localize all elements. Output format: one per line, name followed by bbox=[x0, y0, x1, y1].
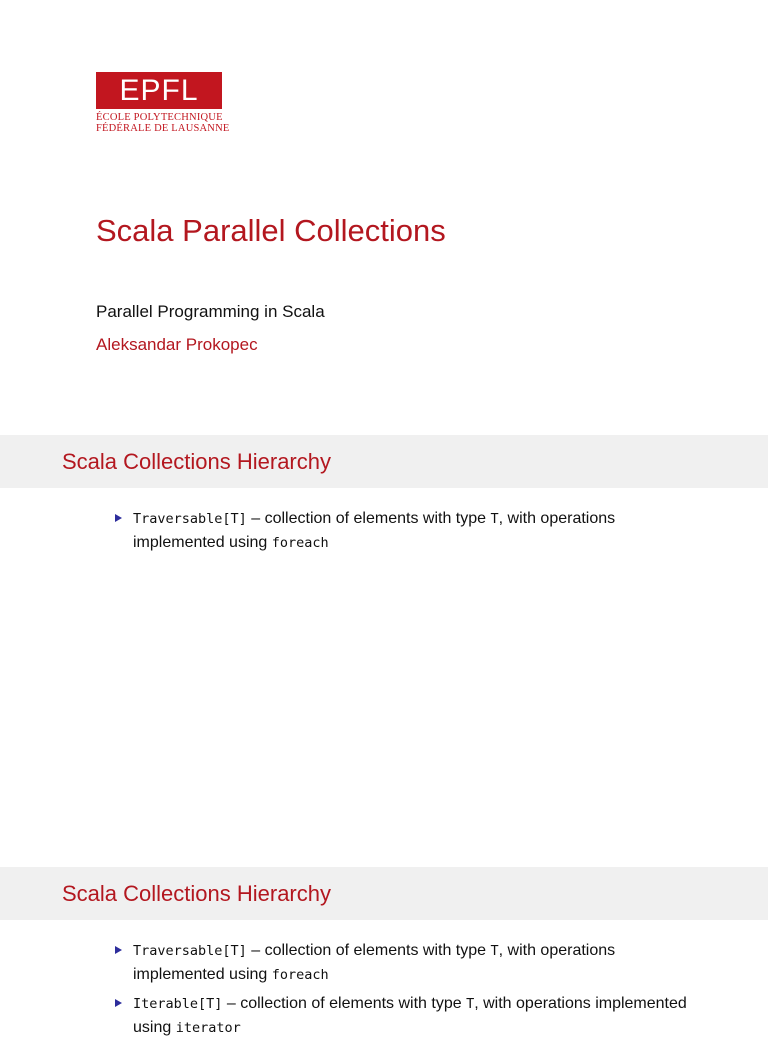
code-iterable: Iterable[T] bbox=[133, 996, 223, 1012]
presentation-subtitle: Parallel Programming in Scala bbox=[96, 302, 325, 321]
bullet-text: – collection of elements with type bbox=[222, 995, 467, 1012]
slide-2-bullet-list bbox=[110, 507, 690, 560]
code-traversable: Traversable[T] bbox=[133, 511, 247, 527]
presentation-title: Scala Parallel Collections bbox=[96, 213, 446, 248]
slide-3-bullet-list bbox=[110, 939, 690, 1045]
slide-3-header bbox=[0, 867, 768, 920]
epfl-logo-line2: FÉDÉRALE DE LAUSANNE bbox=[96, 123, 230, 134]
bullet-triangle-icon bbox=[115, 514, 122, 522]
bullet-text: – collection of elements with type bbox=[246, 510, 491, 527]
code-type-t: T bbox=[466, 996, 475, 1012]
code-foreach: foreach bbox=[271, 967, 329, 983]
slide-2-title: Scala Collections Hierarchy bbox=[62, 449, 331, 474]
epfl-logo-mark: EPFL bbox=[96, 72, 222, 109]
bullet-text: , with operations implemented using bbox=[133, 510, 616, 551]
bullet-iterable bbox=[110, 992, 690, 1040]
bullet-traversable bbox=[110, 939, 690, 987]
code-traversable: Traversable[T] bbox=[133, 943, 247, 959]
presentation-author: Aleksandar Prokopec bbox=[96, 335, 258, 354]
epfl-logo-line1: ÉCOLE POLYTECHNIQUE bbox=[96, 112, 223, 123]
bullet-text: , with operations implemented using bbox=[133, 995, 687, 1036]
bullet-traversable bbox=[110, 507, 690, 555]
slide-2-header bbox=[0, 435, 768, 488]
slide-3-title: Scala Collections Hierarchy bbox=[62, 881, 331, 906]
bullet-text: – collection of elements with type bbox=[246, 942, 491, 959]
epfl-logo bbox=[96, 72, 230, 134]
bullet-triangle-icon bbox=[115, 999, 122, 1007]
code-type-t: T bbox=[490, 943, 499, 959]
bullet-triangle-icon bbox=[115, 946, 122, 954]
code-foreach: foreach bbox=[271, 535, 329, 551]
bullet-text: , with operations implemented using bbox=[133, 942, 616, 983]
title-slide bbox=[0, 0, 768, 432]
code-iterator: iterator bbox=[175, 1020, 241, 1036]
code-type-t: T bbox=[490, 511, 499, 527]
